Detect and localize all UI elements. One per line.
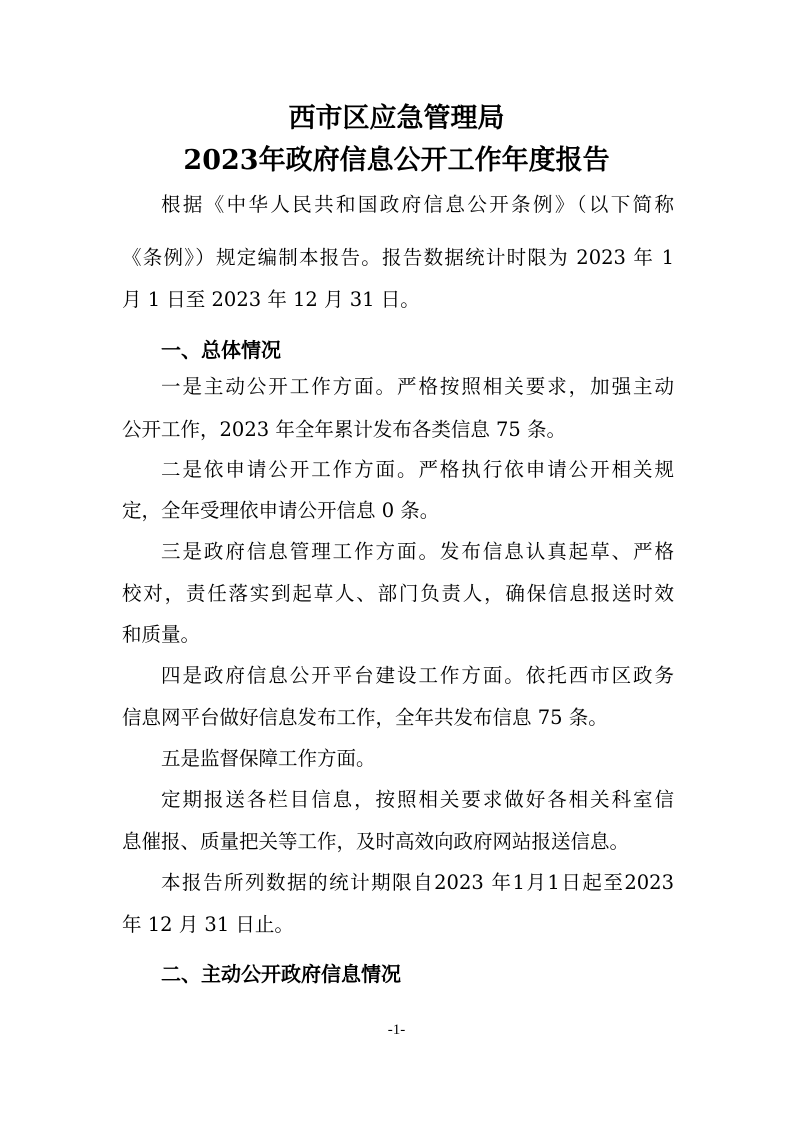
paragraph-line: 一是主动公开工作方面。严格按照相关要求，加强主动	[161, 375, 674, 398]
paragraph-line: 公开工作，2023 年全年累计发布各类信息 75 条。	[122, 418, 567, 441]
intro-line: 《条例》）规定编制本报告。报告数据统计时限为 2023 年 1	[122, 246, 674, 269]
paragraph-line: 定期报送各栏目信息，按照相关要求做好各相关科室信	[161, 788, 674, 811]
paragraph-line: 校对，责任落实到起草人、部门负责人，确保信息报送时效	[122, 582, 674, 605]
paragraph-line: 四是政府信息公开平台建设工作方面。依托西市区政务	[161, 664, 674, 687]
section-2-heading: 二、主动公开政府信息情况	[161, 962, 401, 986]
paragraph-line: 本报告所列数据的统计期限自2023 年1月1日起至2023	[161, 871, 674, 894]
document-title-line-1: 西市区应急管理局	[288, 103, 505, 134]
paragraph-line: 信息网平台做好信息发布工作，全年共发布信息 75 条。	[122, 706, 608, 729]
intro-line: 月 1 日至 2023 年 12 月 31 日。	[122, 288, 420, 311]
paragraph-line: 二是依申请公开工作方面。严格执行依申请公开相关规	[161, 458, 674, 481]
section-1-heading: 一、总体情况	[161, 338, 281, 362]
document-title-line-2: 2023年政府信息公开工作年度报告	[183, 145, 610, 176]
paragraph-line: 五是监督保障工作方面。	[161, 747, 376, 770]
paragraph-line: 和质量。	[122, 623, 201, 646]
paragraph-line: 定，全年受理依申请公开信息 0 条。	[122, 499, 440, 522]
paragraph-line: 三是政府信息管理工作方面。发布信息认真起草、严格	[161, 540, 674, 563]
paragraph-line: 年 12 月 31 日止。	[122, 913, 294, 936]
intro-line: 根据《中华人民共和国政府信息公开条例》（以下简称	[161, 193, 674, 216]
paragraph-line: 息催报、质量把关等工作，及时高效向政府网站报送信息。	[122, 830, 630, 853]
page-number: -1-	[387, 1022, 406, 1038]
